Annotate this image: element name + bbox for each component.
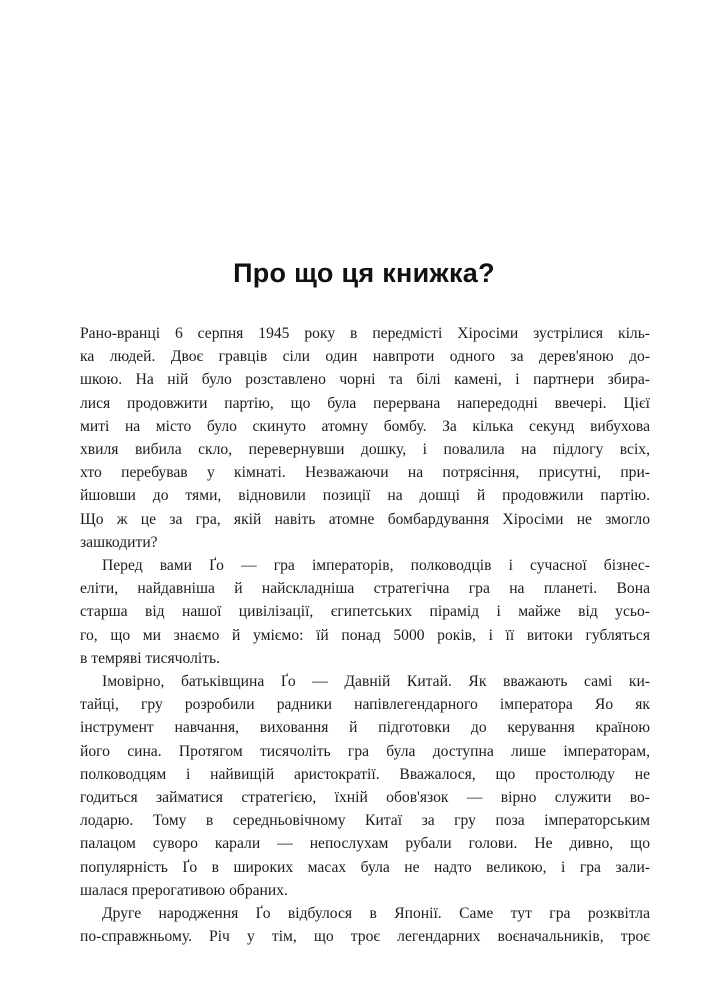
text-line: інструмент навчання, виховання й підготовки до керування країною bbox=[80, 719, 650, 737]
text-line: хвиля вибила скло, перевернувши дошку, і повалила на підлогу всіх, bbox=[80, 441, 650, 459]
text-line: Рано-вранці 6 серпня 1945 року в передмісті Хіросіми зустрілися кіль- bbox=[80, 325, 650, 342]
text-line: зашкодити? bbox=[80, 533, 158, 551]
text-line: Що ж це за гра, якій навіть атомне бомбардування Хіросіми не змогло bbox=[80, 510, 650, 528]
text-line: тайці, гру розробили радники напівлегендарного імператора Яо як bbox=[80, 696, 650, 714]
text-line: лодарю. Тому в середньовічному Китаї за гру поза імператорським bbox=[80, 812, 650, 830]
text-line: го, що ми знаємо й уміємо: їй понад 5000 років, і її витоки губляться bbox=[80, 626, 650, 644]
chapter-body bbox=[80, 322, 650, 948]
text-line: шалася прерогативою обраних. bbox=[80, 881, 288, 899]
text-line: палацом суворо карали — непослухам рубали голови. Не дивно, що bbox=[80, 835, 650, 853]
text-line: Перед вами Ґо — гра імператорів, полководців і сучасної бізнес- bbox=[102, 557, 650, 575]
text-line: годиться займатися стратегією, їхній обов'язок — вірно служити во- bbox=[80, 789, 650, 807]
paragraph bbox=[80, 554, 650, 670]
paragraph bbox=[80, 902, 650, 948]
text-line: старша від нашої цивілізації, єгипетських пірамід і майже від усьо- bbox=[80, 603, 650, 621]
text-line: в темряві тисячоліть. bbox=[80, 649, 221, 667]
paragraph bbox=[80, 670, 650, 902]
text-line: лися продовжити партію, що була перервана напередодні ввечері. Цієї bbox=[80, 394, 650, 412]
text-line: ка людей. Двоє гравців сіли один навпроти одного за дерев'яною до- bbox=[80, 348, 650, 366]
text-line: йшовши до тями, відновили позиції на дошці й продовжили партію. bbox=[80, 487, 650, 505]
text-line: Друге народження Ґо відбулося в Японії. Саме тут гра розквітла bbox=[102, 905, 650, 923]
text-line: полководцям і найвищій аристократії. Вважалося, що простолюду не bbox=[80, 765, 650, 783]
text-line: популярність Ґо в широких масах була не надто великою, і гра зали- bbox=[80, 858, 650, 876]
paragraph bbox=[80, 322, 650, 554]
text-line: хто перебував у кімнаті. Незважаючи на потрясіння, присутні, при- bbox=[80, 464, 650, 482]
text-line: еліти, найдавніша й найскладніша стратегічна гра на планеті. Вона bbox=[80, 580, 650, 598]
text-line: його сина. Протягом тисячоліть гра була доступна лише імператорам, bbox=[80, 742, 650, 760]
text-line: по-справжньому. Річ у тім, що троє легендарних воєначальників, троє bbox=[80, 928, 650, 946]
text-line: миті на місто було скинуто атомну бомбу. За кілька секунд вибухова bbox=[80, 417, 650, 435]
text-line: Імовірно, батьківщина Ґо — Давній Китай. Як вважають самі ки- bbox=[102, 673, 650, 691]
chapter-title: Про що ця книжка? bbox=[233, 258, 495, 288]
text-line: шкою. На ній було розставлено чорні та білі камені, і партнери збира- bbox=[80, 371, 650, 389]
